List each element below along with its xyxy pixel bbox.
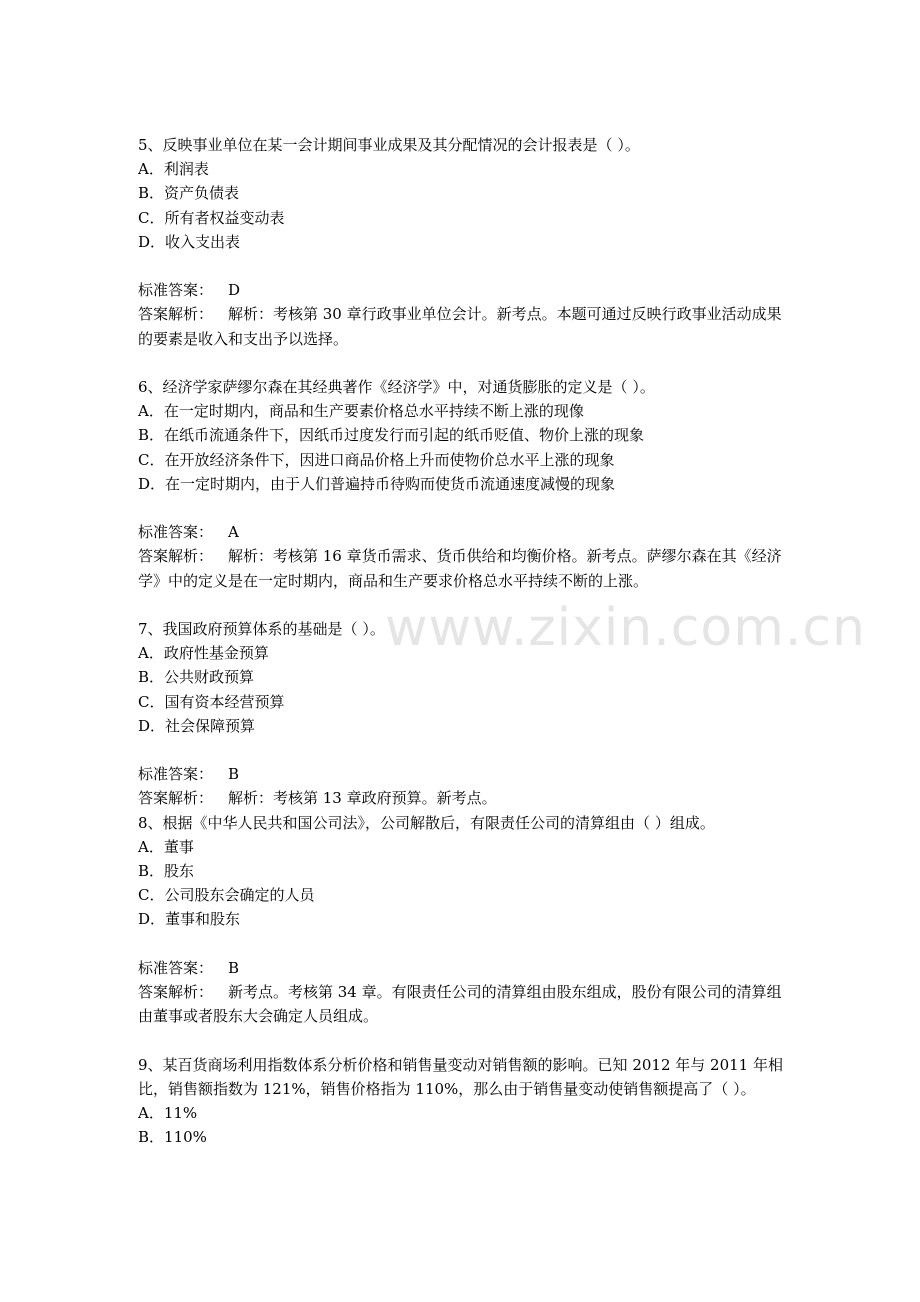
analysis-text: 新考点。考核第 34 章。有限责任公司的清算组由股东组成，股份有限公司的清算组由董事或者股东大会确定人员组成。 (138, 983, 782, 1026)
question-6-answer (138, 520, 788, 544)
answer-label: 标准答案： (138, 765, 214, 784)
question-5-stem: 5、反映事业单位在某一会计期间事业成果及其分配情况的会计报表是（ ）。 (138, 136, 640, 154)
question-5-option-d: D．收入支出表 (138, 232, 241, 251)
answer-value: D (228, 281, 241, 300)
analysis-text: 解析：考核第 16 章货币需求、货币供给和均衡价格。新考点。萨缪尔森在其《经济学》中的定义是在一定时期内，商品和生产要求价格总水平持续不断的上涨。 (138, 547, 782, 590)
question-6-option-c: C．在开放经济条件下，因进口商品价格上升而使物价总水平上涨的现象 (138, 450, 615, 469)
answer-value: A (228, 523, 239, 542)
answer-value: B (228, 765, 240, 784)
question-5-analysis (138, 302, 788, 350)
question-9-stem: 9、某百货商场利用指数体系分析价格和销售量变动对销售额的影响。已知 2012 年与 2011 年相比，销售额指数为 121%，销售价格指为 110%，那么由于销售量变动使销售额提高了（ ）。 (138, 1055, 783, 1098)
question-7-option-c: C．国有资本经营预算 (138, 692, 285, 711)
question-7-answer (138, 762, 788, 786)
question-6-option-b: B．在纸币流通条件下，因纸币过度发行而引起的纸币贬值、物价上涨的现象 (138, 426, 645, 445)
answer-value: B (228, 958, 240, 977)
question-8-stem: 8、根据《中华人民共和国公司法》，公司解散后，有限责任公司的清算组由（ ）组成。 (138, 813, 715, 832)
question-5-option-b: B．资产负债表 (138, 184, 240, 203)
question-6-option-a: A．在一定时期内，商品和生产要素价格总水平持续不断上涨的现像 (138, 402, 584, 421)
question-6-analysis (138, 544, 788, 592)
analysis-label: 答案解析： (138, 305, 214, 324)
question-9-option-a: A．11% (138, 1104, 198, 1123)
question-5-option-a: A．利润表 (138, 160, 209, 179)
question-7-option-a: A．政府性基金预算 (138, 644, 269, 663)
question-7-analysis (138, 786, 788, 810)
question-6-option-d: D．在一定时期内，由于人们普遍持币待购而使货币流通速度减慢的现象 (138, 474, 616, 493)
document-body (138, 133, 788, 1149)
question-7-option-d: D．社会保障预算 (138, 716, 256, 735)
answer-label: 标准答案： (138, 958, 214, 977)
analysis-label: 答案解析： (138, 547, 214, 566)
analysis-text: 解析：考核第 30 章行政事业单位会计。新考点。本题可通过反映行政事业活动成果的要素是收入和支出予以选择。 (138, 305, 782, 348)
analysis-label: 答案解析： (138, 983, 214, 1002)
question-5-answer (138, 278, 788, 302)
answer-label: 标准答案： (138, 281, 214, 300)
question-7-option-b: B．公共财政预算 (138, 668, 255, 687)
question-6-stem: 6、经济学家萨缪尔森在其经典著作《经济学》中，对通货膨胀的定义是（ ）。 (138, 378, 655, 396)
question-8-answer (138, 956, 788, 980)
answer-label: 标准答案： (138, 523, 214, 542)
question-8-option-b: B．股东 (138, 862, 195, 881)
analysis-text: 解析：考核第 13 章政府预算。新考点。 (228, 789, 497, 808)
question-8-option-c: C．公司股东会确定的人员 (138, 886, 315, 905)
question-9-option-b: B．110% (138, 1128, 207, 1147)
question-7-stem: 7、我国政府预算体系的基础是（ ）。 (138, 620, 385, 638)
question-8-option-a: A．董事 (138, 837, 194, 856)
question-8-option-d: D．董事和股东 (138, 910, 241, 929)
analysis-label: 答案解析： (138, 789, 214, 808)
question-5-option-c: C．所有者权益变动表 (138, 208, 285, 227)
watermark: www.zixin.com.cn (385, 598, 866, 658)
question-8-analysis (138, 980, 788, 1028)
